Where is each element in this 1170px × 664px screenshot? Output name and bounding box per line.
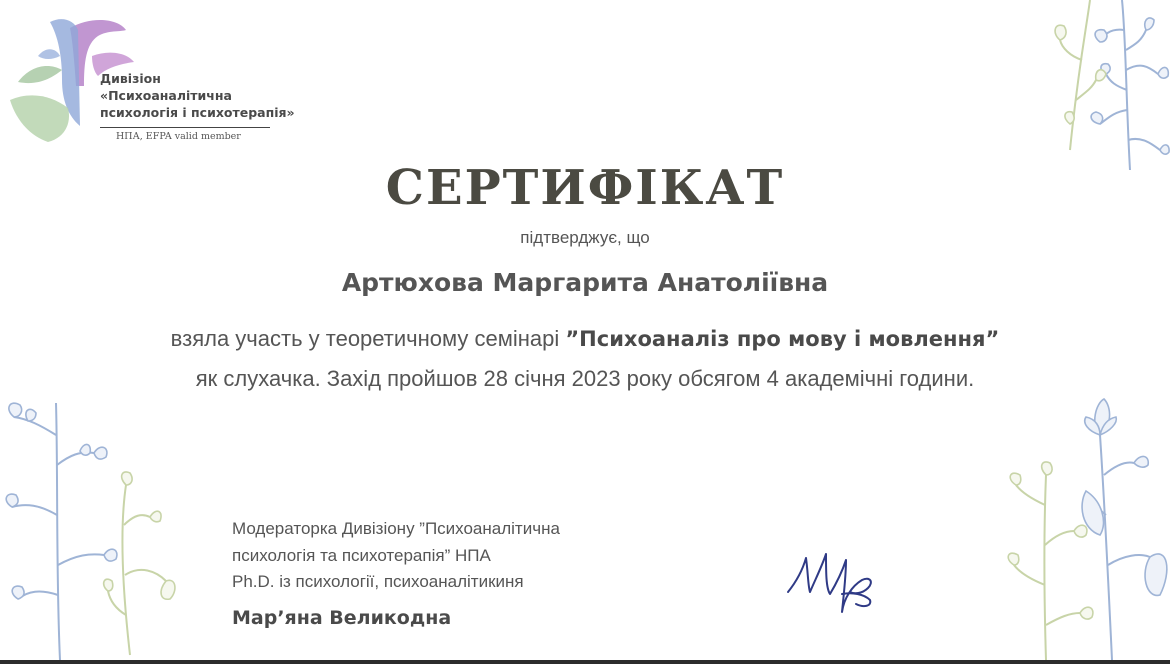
- logo-line-2: «Психоаналітична: [100, 88, 232, 103]
- moderator-line-1: Модераторка Дивізіону ”Психоаналітична: [232, 519, 560, 538]
- plant-decoration-bottom-left-icon: [0, 395, 180, 660]
- confirms-text: підтверджує, що: [520, 228, 650, 247]
- logo-line-1: Дивізіон: [100, 71, 161, 86]
- logo-text: [100, 70, 295, 121]
- bottom-border: [0, 660, 1170, 664]
- handwritten-signature: [780, 532, 880, 622]
- participation-prefix: взяла участь у теоретичному семінарі: [170, 326, 566, 351]
- logo-membership: НПА, EFPA valid member: [116, 131, 241, 142]
- participation-line: [0, 326, 1170, 352]
- event-details-line: як слухачка. Захід пройшов 28 січня 2023 року обсягом 4 академічні години.: [195, 366, 975, 391]
- moderator-line-3: Ph.D. із психології, психоаналітикиня: [232, 572, 524, 591]
- moderator-line-2: психологія та психотерапія” НПА: [232, 545, 491, 565]
- logo-divider: [100, 127, 270, 128]
- moderator-name: Мар’яна Великодна: [232, 607, 452, 629]
- logo-line-3: психологія і психотерапія»: [100, 105, 295, 120]
- plant-decoration-bottom-right-icon: [1000, 395, 1170, 660]
- plant-decoration-top-right-icon: [1030, 0, 1170, 170]
- certificate-title: СЕРТИФІКАТ: [385, 160, 785, 216]
- seminar-title: ”Психоаналіз про мову і мовлення”: [565, 327, 1000, 351]
- recipient-name: Артюхова Маргарита Анатоліївна: [341, 268, 829, 297]
- division-logo: [8, 16, 295, 146]
- moderator-block: [232, 516, 560, 596]
